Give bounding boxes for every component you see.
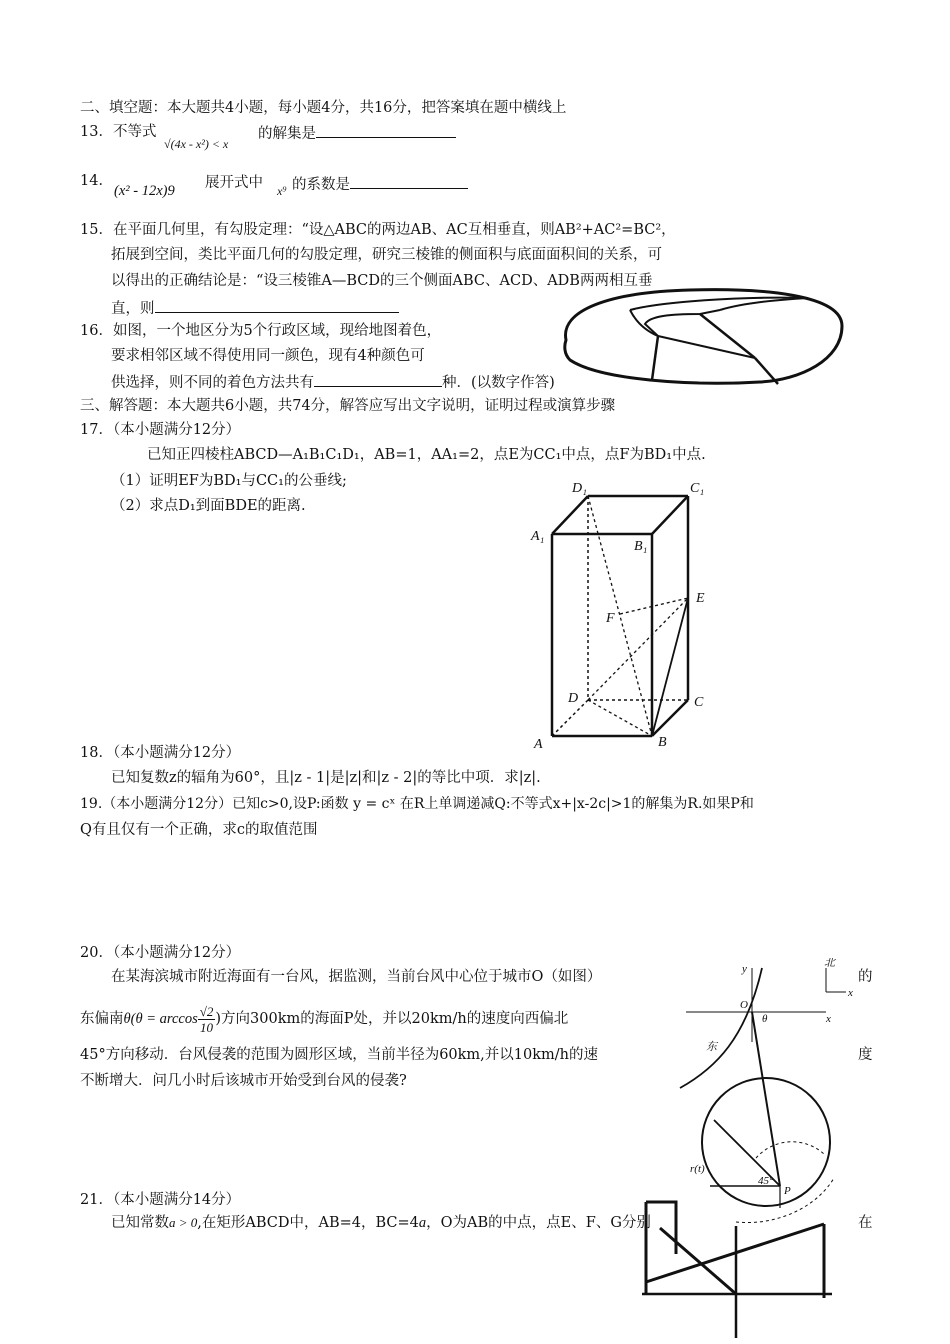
section-2-heading: 二、填空题：本大题共4小题，每小题4分，共16分，把答案填在题中横线上 xyxy=(80,100,567,116)
fraction-denominator: 10 xyxy=(200,1019,214,1035)
question-21-text-mid: ,在矩形ABCD中，AB=4，BC=4 xyxy=(197,1215,419,1231)
question-14-power: x⁹ xyxy=(277,184,287,198)
question-19-line-1: 19.（本小题满分12分）已知c>0,设P:函数 y = cˣ 在R上单调递减Q:不等式x+|x-2c|>1的解集为R.如果P和 xyxy=(80,796,754,812)
question-13-formula: √(4x - x²) < x xyxy=(164,137,229,151)
question-13-tail xyxy=(258,123,456,143)
label-b1: B₁ xyxy=(634,539,648,554)
question-14-formula: (x² - 12x)9 xyxy=(114,183,175,199)
label-a1: A₁ xyxy=(531,529,545,544)
segment-op xyxy=(752,1012,780,1186)
typhoon-figure xyxy=(676,958,856,1230)
question-21-line-1 xyxy=(111,1214,651,1232)
label-dong: 东 xyxy=(706,1041,717,1053)
question-21-line-1-end: 在 xyxy=(858,1215,873,1231)
label-c1: C₁ xyxy=(690,481,705,496)
question-18-text: 已知复数z的辐角为60°，且|z - 1|是|z|和|z - 2|的等比中项．求|z|. xyxy=(111,770,541,786)
segment-de xyxy=(588,598,688,700)
condition-a-positive: a > 0 xyxy=(169,1215,198,1230)
question-20-line-1-end: 的 xyxy=(858,969,873,985)
theta-fraction xyxy=(198,1004,216,1035)
question-13-number: 13． xyxy=(80,124,113,140)
label-b: B xyxy=(658,735,667,750)
question-17-part-1: （1）证明EF为BD₁与CC₁的公垂线; xyxy=(111,473,347,489)
question-18-header: 18．（本小题满分12分） xyxy=(80,745,241,761)
variable-a: a xyxy=(418,1215,427,1231)
question-16-line-3-tail: 种．(以数字作答) xyxy=(442,375,555,391)
question-15-line-2: 拓展到空间，类比平面几何的勾股定理，研究三棱锥的侧面积与底面面积间的关系，可 xyxy=(111,247,662,263)
segment-db xyxy=(588,700,652,736)
label-y: y xyxy=(742,963,747,975)
question-17-stem: 已知正四棱柱ABCD—A₁B₁C₁D₁，AB=1，AA₁=2，点E为CC₁中点，点F为BD₁中点. xyxy=(147,447,706,463)
question-15-line-4-text: 直，则 xyxy=(111,301,155,317)
question-20-line-2 xyxy=(80,1002,568,1036)
edge-c1-b1 xyxy=(652,496,688,534)
section-3-heading: 三、解答题：本大题共6小题，共74分，解答应写出文字说明，证明过程或演算步骤 xyxy=(80,398,616,414)
question-21-text-tail: ，O为AB的中点，点E、F、G分别 xyxy=(426,1215,651,1231)
question-13-text-after: 的解集是 xyxy=(258,126,316,142)
question-13 xyxy=(80,123,156,141)
label-d1: D₁ xyxy=(572,481,587,496)
coastline xyxy=(680,968,762,1088)
prism-figure xyxy=(528,478,718,750)
rect-cross-line xyxy=(660,1228,736,1294)
fraction-numerator: √2 xyxy=(199,1003,214,1019)
theta-expression: θ(θ = arccos xyxy=(123,1011,198,1027)
label-x: x xyxy=(826,1013,831,1025)
dotted-arc xyxy=(756,1142,824,1158)
question-13-answer-blank[interactable] xyxy=(316,123,456,138)
label-c: C xyxy=(694,695,704,710)
question-16-line-3 xyxy=(111,372,555,392)
question-14-tail xyxy=(292,174,468,194)
question-20-line-3: 45°方向移动．台风侵袭的范围为圆形区域，当前半径为60km,并以10km/h的速 xyxy=(80,1047,599,1063)
segment-be xyxy=(652,598,688,736)
label-east-compass: x xyxy=(848,987,853,999)
question-20-line-1: 在某海滨城市附近海面有一台风，据监测，当前台风中心位于城市O（如图） xyxy=(111,969,602,985)
label-a: A xyxy=(534,737,543,750)
label-f: F xyxy=(606,611,615,626)
question-14-text-mid: 展开式中 xyxy=(205,175,263,191)
question-20-line-2-text: 东偏南 xyxy=(80,1011,124,1027)
map-region-border-3 xyxy=(645,310,720,336)
question-16-answer-blank[interactable] xyxy=(314,372,442,387)
label-north: 北 xyxy=(824,958,835,969)
map-figure xyxy=(560,280,846,390)
question-21-text: 已知常数 xyxy=(111,1215,169,1231)
question-14-answer-blank[interactable] xyxy=(350,174,468,189)
question-20-header: 20．（本小题满分12分） xyxy=(80,945,241,961)
map-outline xyxy=(565,290,842,384)
question-20-line-4: 不断增大．问几小时后该城市开始受到台风的侵袭? xyxy=(80,1073,407,1089)
label-p: P xyxy=(784,1185,791,1197)
question-20-line-2-tail: )方向300km的海面P处，并以20km/h的速度向西偏北 xyxy=(215,1011,569,1027)
label-rt: r(t) xyxy=(690,1163,705,1175)
segment-fe xyxy=(620,598,688,614)
label-d: D xyxy=(568,691,579,706)
question-13-text: 不等式 xyxy=(112,124,157,140)
question-20-line-3-end: 度 xyxy=(858,1047,873,1063)
question-17-header: 17．（本小题满分12分） xyxy=(80,422,241,438)
label-theta: θ xyxy=(762,1013,768,1025)
label-e: E xyxy=(696,591,705,606)
label-o: O xyxy=(740,999,748,1011)
question-15-answer-blank[interactable] xyxy=(155,298,399,313)
question-14-text-after: 的系数是 xyxy=(292,177,350,193)
map-region-border-6 xyxy=(652,336,658,380)
question-21-header: 21．（本小题满分14分） xyxy=(80,1192,241,1208)
question-19-line-2: Q有且仅有一个正确，求c的取值范围 xyxy=(80,822,318,838)
question-15-line-3: 以得出的正确结论是：“设三棱锥A—BCD的三个侧面ABC、ACD、ADB两两相互垂 xyxy=(111,273,653,289)
question-17-part-2: （2）求点D₁到面BDE的距离. xyxy=(111,498,306,514)
question-15-line-4 xyxy=(111,298,399,318)
question-16-line-2: 要求相邻区域不得使用同一颜色，现有4种颜色可 xyxy=(111,348,425,364)
map-region-border-1 xyxy=(630,298,808,310)
question-15-line-1: 15．在平面几何里，有勾股定理：“设△ABC的两边AB、AC互相垂直，则AB²+AC²=BC²， xyxy=(80,222,676,238)
rectangle-figure xyxy=(640,1198,838,1344)
question-14-number: 14． xyxy=(80,173,113,189)
edge-d1-a1 xyxy=(552,496,588,534)
question-16-line-1: 16．如图，一个地区分为5个行政区域，现给地图着色， xyxy=(80,323,442,339)
question-16-line-3-text: 供选择，则不同的着色方法共有 xyxy=(111,375,314,391)
label-45: 45° xyxy=(758,1175,774,1187)
